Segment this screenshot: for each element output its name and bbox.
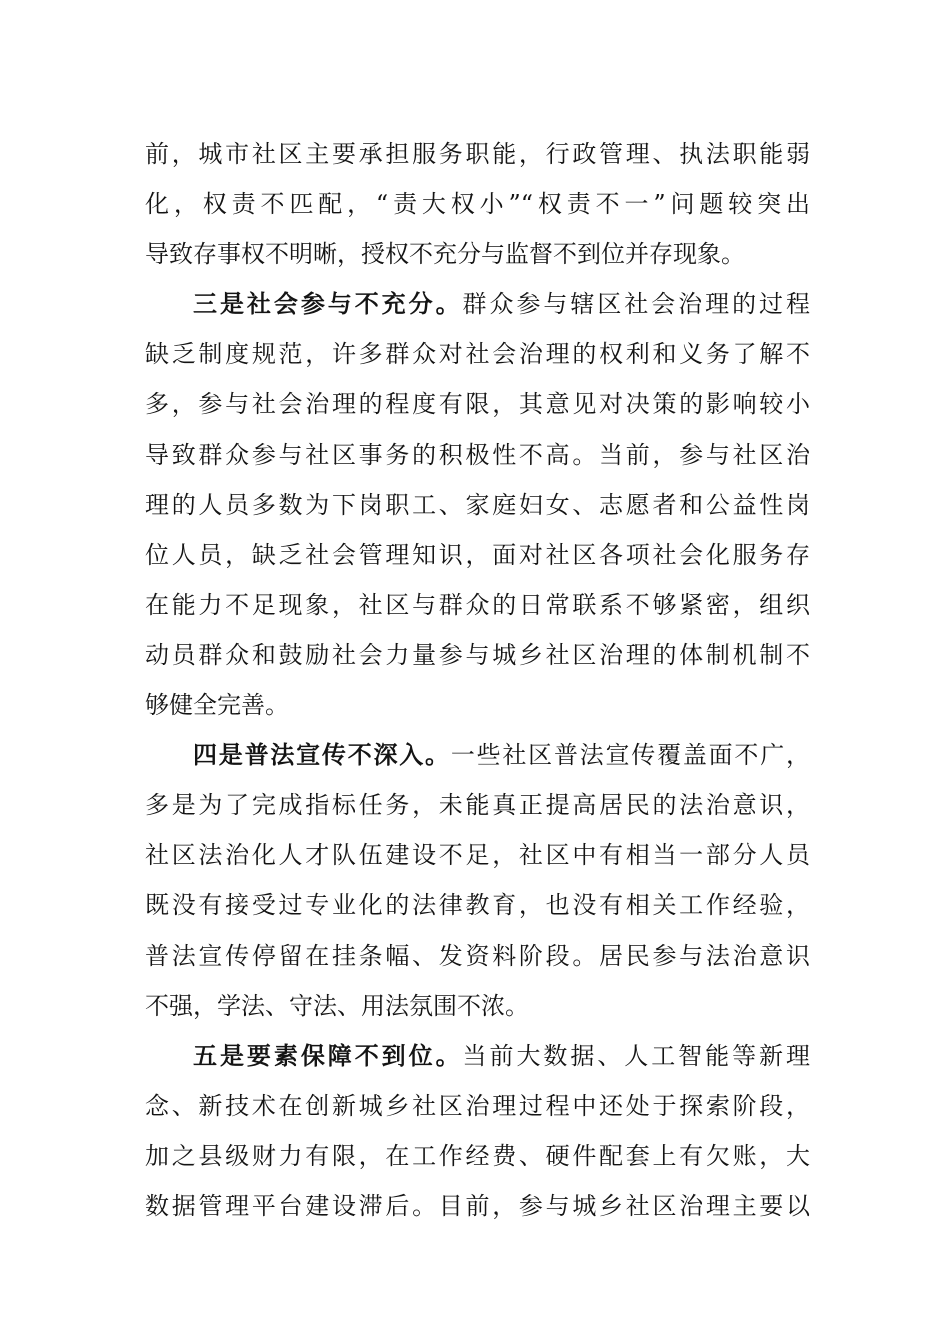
text-line (145, 530, 810, 580)
line-text: 在能力不足现象，社区与群众的日常联系不够紧密，组织 (145, 590, 810, 619)
text-line (145, 179, 810, 229)
paragraph-lead: 五是要素保障不到位。 (193, 1041, 463, 1070)
text-line (145, 229, 810, 279)
text-line (145, 1031, 810, 1081)
line-text: 既没有接受过专业化的法律教育，也没有相关工作经验， (145, 891, 810, 920)
line-text: 念、新技术在创新城乡社区治理过程中还处于探索阶段， (145, 1091, 810, 1120)
text-line (145, 279, 810, 329)
text-line (145, 680, 810, 730)
text-line (145, 880, 810, 930)
text-line (145, 630, 810, 680)
text-line (145, 981, 810, 1031)
line-text: 化，权责不匹配，“责大权小”“权责不一”问题较突出 (145, 190, 810, 219)
text-line (145, 730, 810, 780)
text-line (145, 129, 810, 179)
line-text: 群众参与辖区社会治理的过程 (462, 290, 811, 319)
line-text: 普法宣传停留在挂条幅、发资料阶段。居民参与法治意识 (145, 941, 810, 970)
line-text: 够健全完善。 (145, 691, 289, 720)
text-line (145, 931, 810, 981)
text-line (145, 379, 810, 429)
text-line (145, 480, 810, 530)
body-text (145, 129, 810, 1231)
line-text: 一些社区普法宣传覆盖面不广， (450, 741, 811, 770)
line-text: 位人员，缺乏社会管理知识，面对社区各项社会化服务存 (145, 540, 810, 569)
line-text: 理的人员多数为下岗职工、家庭妇女、志愿者和公益性岗 (145, 490, 810, 519)
text-line (145, 430, 810, 480)
text-line (145, 580, 810, 630)
text-line (145, 780, 810, 830)
text-line (145, 1081, 810, 1131)
line-text: 多是为了完成指标任务，未能真正提高居民的法治意识， (145, 791, 810, 820)
line-text: 导致存事权不明晰，授权不充分与监督不到位并存现象。 (145, 240, 745, 269)
text-line (145, 329, 810, 379)
line-text: 动员群众和鼓励社会力量参与城乡社区治理的体制机制不 (145, 640, 810, 669)
text-line (145, 1181, 810, 1231)
line-text: 缺乏制度规范，许多群众对社会治理的权利和义务了解不 (145, 340, 810, 369)
line-text: 数据管理平台建设滞后。目前，参与城乡社区治理主要以 (145, 1191, 810, 1220)
line-text: 加之县级财力有限，在工作经费、硬件配套上有欠账，大 (145, 1141, 810, 1170)
line-text: 社区法治化人才队伍建设不足，社区中有相当一部分人员 (145, 841, 810, 870)
text-line (145, 1131, 810, 1181)
paragraph-lead: 四是普法宣传不深入。 (193, 741, 451, 770)
line-text: 导致群众参与社区事务的积极性不高。当前，参与社区治 (145, 440, 810, 469)
line-text: 当前大数据、人工智能等新理 (462, 1041, 811, 1070)
line-text: 不强，学法、守法、用法氛围不浓。 (145, 991, 529, 1020)
text-line (145, 830, 810, 880)
line-text: 前，城市社区主要承担服务职能，行政管理、执法职能弱 (145, 140, 810, 168)
line-text: 多，参与社会治理的程度有限，其意见对决策的影响较小 (145, 390, 810, 419)
paragraph-lead: 三是社会参与不充分。 (193, 290, 463, 319)
